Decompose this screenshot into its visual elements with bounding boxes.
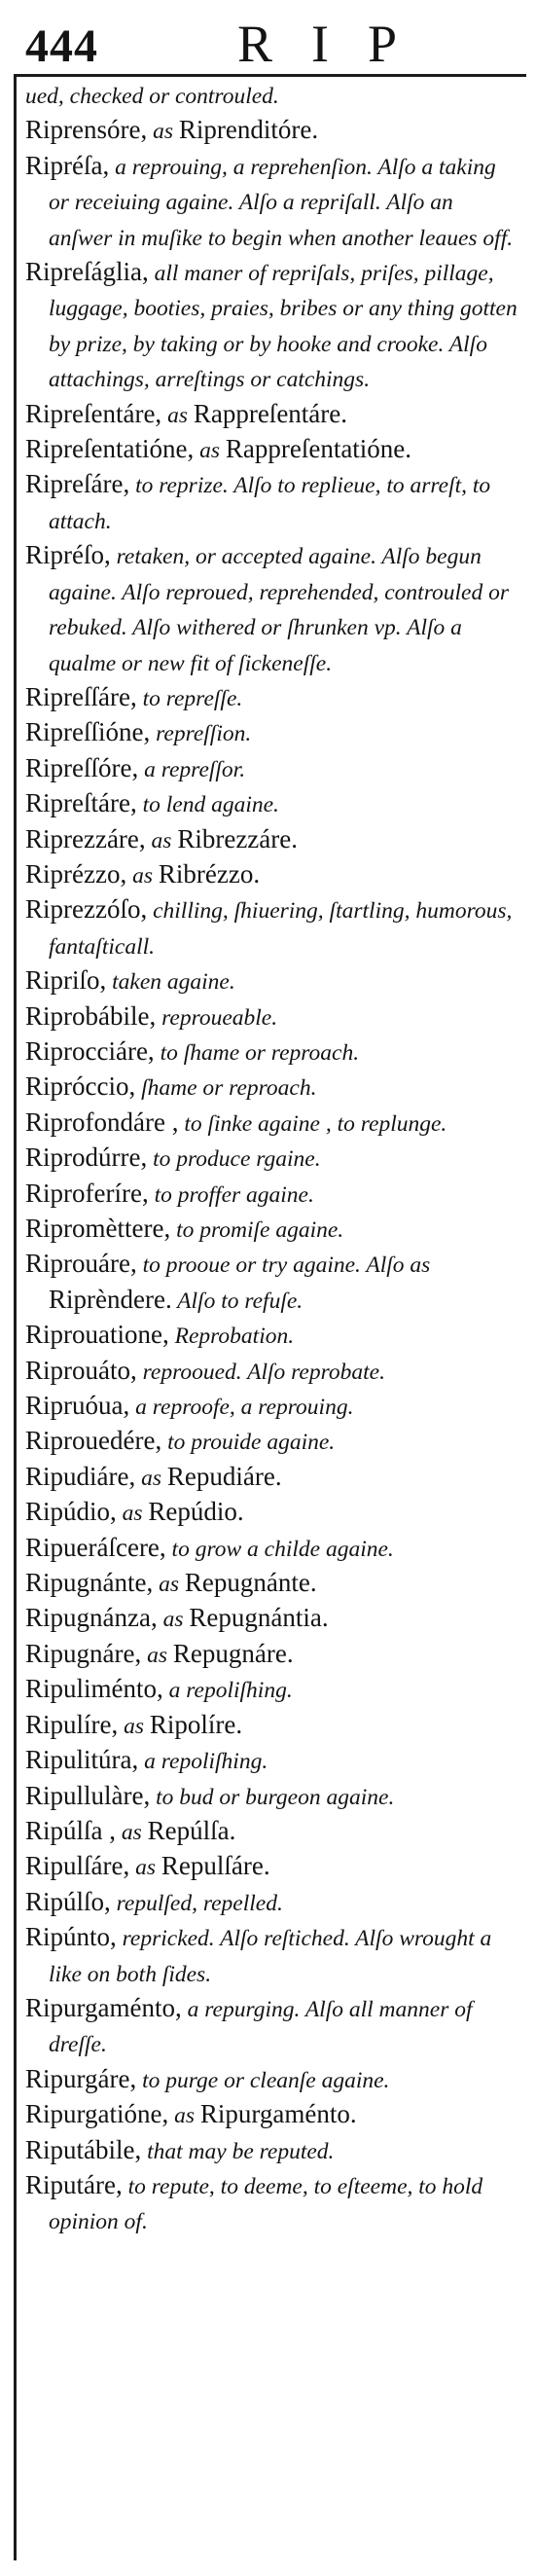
- dictionary-entry: [25, 2062, 521, 2097]
- dictionary-entry: [25, 1460, 521, 1495]
- dictionary-entry: [25, 538, 521, 680]
- headword: Ripreſentatióne,: [25, 434, 195, 464]
- headword: Riprouáto,: [25, 1355, 137, 1385]
- definition: to produce rgaine.: [147, 1146, 321, 1173]
- definition: repricked. Alſo reſtiched. Alſo wrought a like on both ſides.: [49, 1926, 492, 1987]
- definition: to proffer againe.: [148, 1181, 314, 1208]
- headword: Ripruóua,: [25, 1391, 130, 1421]
- headword: Ripreſentáre,: [25, 398, 162, 428]
- cross-reference-target: Repúdio.: [148, 1497, 244, 1527]
- cross-reference-target: Rappreſentáre.: [193, 398, 348, 428]
- headword: Ripreſáre,: [25, 469, 130, 499]
- definition: to ſhame or reproach.: [154, 1039, 360, 1066]
- cross-reference-marker: as: [404, 1252, 431, 1279]
- dictionary-entry: [25, 1708, 521, 1743]
- dictionary-entry: [25, 78, 521, 113]
- definition: to lend againe.: [136, 792, 279, 818]
- definition: to purge or cleanſe againe.: [136, 2067, 390, 2093]
- running-head: RIP: [237, 15, 437, 73]
- dictionary-entry: [25, 432, 521, 467]
- cross-reference-marker: as: [161, 402, 194, 428]
- dictionary-entry: [25, 786, 521, 821]
- headword: Ripreſſáre,: [25, 681, 137, 711]
- definition: a repreſſor.: [138, 756, 246, 782]
- headword: Ripromèttere,: [25, 1214, 171, 1243]
- dictionary-entry: [25, 1389, 521, 1424]
- cross-reference-target: Ribrézzo.: [158, 858, 261, 889]
- cross-reference-target: Riprèndere.: [49, 1284, 172, 1314]
- headword: Riprofondáre ,: [25, 1107, 179, 1137]
- headword: Ripreſſóre,: [25, 752, 139, 782]
- dictionary-entry: [25, 1318, 521, 1353]
- dictionary-entry: [25, 1070, 521, 1105]
- headword: Ripriſo,: [25, 965, 107, 996]
- cross-reference-marker: as: [118, 1713, 150, 1739]
- headword: Ripurgaménto,: [25, 1992, 182, 2022]
- headword: Ripulíre,: [25, 1709, 119, 1739]
- definition: reproueable.: [156, 1004, 278, 1031]
- headword: Ripugnánza,: [25, 1603, 158, 1633]
- cross-reference-target: Ripolíre.: [149, 1709, 243, 1739]
- cross-reference-marker: as: [168, 2103, 200, 2129]
- definition: to repreſſe.: [136, 685, 243, 711]
- cross-reference-marker: as: [141, 1642, 173, 1668]
- headword: Riprodúrre,: [25, 1143, 148, 1173]
- dictionary-entry: [25, 857, 521, 892]
- headword: Riprobábile,: [25, 1000, 157, 1031]
- cross-reference-target: Riprenditóre.: [178, 115, 319, 145]
- definition: reprooued. Alſo reprobate.: [136, 1359, 385, 1385]
- dictionary-entry: [25, 822, 521, 857]
- cross-reference-target: Ripurgaménto.: [199, 2099, 357, 2129]
- cross-reference-target: Repudiáre.: [166, 1461, 282, 1491]
- definition: taken againe.: [106, 969, 235, 996]
- cross-reference-target: Repugnántia.: [189, 1603, 329, 1633]
- dictionary-entry: [25, 2168, 521, 2239]
- dictionary-entry: [25, 1424, 521, 1459]
- cross-reference-target: Repugnáre.: [172, 1638, 294, 1668]
- headword: Ripreſáglia,: [25, 257, 149, 287]
- dictionary-entry: [25, 1814, 521, 1849]
- cross-reference-marker: as: [194, 438, 226, 464]
- definition: to grow a childe againe.: [165, 1536, 394, 1562]
- definition: a repoliſhing.: [162, 1678, 293, 1704]
- definition: ſhame or reproach.: [135, 1075, 317, 1102]
- dictionary-entry: [25, 397, 521, 432]
- definition: repulſed, repelled.: [110, 1890, 283, 1916]
- headword: Ripreſtáre,: [25, 788, 137, 818]
- headword: Riprouedére,: [25, 1426, 162, 1456]
- dictionary-entry: [25, 892, 521, 963]
- page-header: [14, 14, 526, 76]
- dictionary-entry: [25, 1141, 521, 1176]
- cross-reference-marker: as: [116, 1501, 149, 1527]
- dictionary-entry: [25, 1601, 521, 1636]
- cross-reference-target: Ribrezzáre.: [177, 823, 298, 853]
- headword: Ripuliménto,: [25, 1674, 163, 1704]
- headword: Ripudiáre,: [25, 1461, 136, 1491]
- dictionary-entry: [25, 1106, 521, 1141]
- headword: Riprensóre,: [25, 115, 148, 145]
- definition: a reprouing, a reprehenſion. Alſo a taking or receiuing againe. Alſo a repriſall. Alſo an anſwer in muſike to begin when another leaues off.: [49, 154, 514, 251]
- headword: Ripúlſo,: [25, 1886, 111, 1916]
- headword: Ripurgatióne,: [25, 2099, 169, 2129]
- definition: to prooue or try againe. Alſo: [136, 1252, 405, 1279]
- dictionary-entry: [25, 715, 521, 750]
- headword: Riproferíre,: [25, 1178, 149, 1208]
- definition: all maner of repriſals, priſes, pillage, luggage, booties, praies, bribes or any thing gotten by prize, by taking or by hooke and crooke. Alſo attachings, arreſtings or catchings.: [49, 261, 518, 393]
- dictionary-entry: [25, 999, 521, 1034]
- headword: Ripréſo,: [25, 540, 111, 570]
- cross-reference-marker: as: [157, 1607, 190, 1633]
- definition-continuation: Alſo to refuſe.: [171, 1288, 304, 1314]
- dictionary-entry: [25, 1885, 521, 1920]
- dictionary-entry: [25, 1991, 521, 2062]
- dictionary-entry: [25, 1212, 521, 1247]
- cross-reference-marker: as: [129, 1855, 161, 1881]
- cross-reference-marker: as: [145, 827, 178, 853]
- definition: a repoliſhing.: [138, 1749, 268, 1775]
- headword: Ripurgáre,: [25, 2063, 137, 2093]
- headword: Ripreſſióne,: [25, 717, 151, 747]
- definition: a repurging. Alſo all manner of dreſſe.: [49, 1996, 473, 2058]
- headword: Ripúnto,: [25, 1922, 117, 1952]
- page-number: 444: [25, 20, 98, 72]
- headword: Riprouatione,: [25, 1320, 169, 1350]
- headword: Riprézzo,: [25, 858, 127, 889]
- dictionary-entry: [25, 1672, 521, 1707]
- headword: Ripúlſa ,: [25, 1815, 116, 1845]
- cross-reference-marker: as: [116, 1819, 148, 1845]
- headword: Riprouáre,: [25, 1249, 137, 1279]
- dictionary-entry: [25, 680, 521, 715]
- dictionary-entry: [25, 1495, 521, 1530]
- dictionary-entry: [25, 1849, 521, 1884]
- definition: that may be reputed.: [141, 2138, 335, 2164]
- definition: to repute, to deeme, to eſteeme, to hold opinion of.: [49, 2173, 483, 2235]
- headword: Ripueráſcere,: [25, 1532, 166, 1562]
- dictionary-entry: [25, 2133, 521, 2168]
- headword: Ripugnánte,: [25, 1568, 154, 1598]
- definition: to reprize. Alſo to replieue, to arreſt, to attach.: [49, 473, 491, 534]
- definition: to ſinke againe , to replunge.: [178, 1110, 447, 1137]
- headword: Riprezzóſo,: [25, 894, 148, 925]
- definition: a reproofe, a reprouing.: [129, 1395, 354, 1421]
- headword: Ripulitúra,: [25, 1745, 139, 1775]
- definition: ued, checked or controuled.: [25, 84, 279, 109]
- headword: Ripullulàre,: [25, 1780, 151, 1810]
- headword: Riputábile,: [25, 2134, 142, 2164]
- headword: Ripugnáre,: [25, 1638, 142, 1668]
- dictionary-entry: [25, 963, 521, 998]
- cross-reference-target: Repúlſa.: [147, 1815, 236, 1845]
- headword: Ripróccio,: [25, 1071, 136, 1102]
- dictionary-entry: [25, 1034, 521, 1070]
- dictionary-entry: [25, 1779, 521, 1814]
- definition: Reprobation.: [168, 1324, 295, 1350]
- dictionary-entry: [25, 149, 521, 255]
- headword: Ripréſa,: [25, 150, 110, 180]
- dictionary-entry: [25, 1177, 521, 1212]
- cross-reference-marker: as: [147, 119, 179, 145]
- dictionary-entry: [25, 1531, 521, 1566]
- headword: Riprezzáre,: [25, 823, 146, 853]
- dictionary-entry: [25, 255, 521, 397]
- headword: Riputáre,: [25, 2169, 123, 2199]
- cross-reference-marker: as: [126, 862, 159, 889]
- dictionary-entry: [25, 1743, 521, 1778]
- cross-reference-target: Repugnánte.: [184, 1568, 317, 1598]
- dictionary-entry: [25, 1637, 521, 1672]
- dictionary-entry: [25, 751, 521, 786]
- dictionary-entry: [25, 113, 521, 148]
- headword: Ripulſáre,: [25, 1851, 130, 1881]
- dictionary-entry: [25, 1920, 521, 1991]
- dictionary-entry: [25, 1354, 521, 1389]
- definition: to promiſe againe.: [170, 1217, 344, 1243]
- cross-reference-marker: as: [135, 1465, 167, 1491]
- dictionary-entry: [25, 467, 521, 538]
- dictionary-entry: [25, 2097, 521, 2132]
- cross-reference-marker: as: [153, 1572, 185, 1598]
- definition: to prouide againe.: [161, 1430, 336, 1456]
- definition: retaken, or accepted againe. Alſo begun againe. Alſo reproued, reprehended, controuled or rebuked. Alſo withered or ſhrunken vp. Alſo a qualme or new fit of ſickeneſſe.: [49, 544, 509, 676]
- definition: repreſſion.: [150, 721, 252, 747]
- cross-reference-target: Repulſáre.: [161, 1851, 270, 1881]
- headword: Ripúdio,: [25, 1497, 117, 1527]
- dictionary-entry: [25, 1566, 521, 1601]
- definition: to bud or burgeon againe.: [150, 1784, 395, 1810]
- entry-list: [25, 78, 521, 2239]
- definition: chilling, ſhiuering, ſtartling, humorous, fantaſticall.: [49, 898, 513, 960]
- cross-reference-target: Rappreſentatióne.: [225, 434, 412, 464]
- headword: Riprocciáre,: [25, 1035, 155, 1066]
- dictionary-entry: [25, 1247, 521, 1318]
